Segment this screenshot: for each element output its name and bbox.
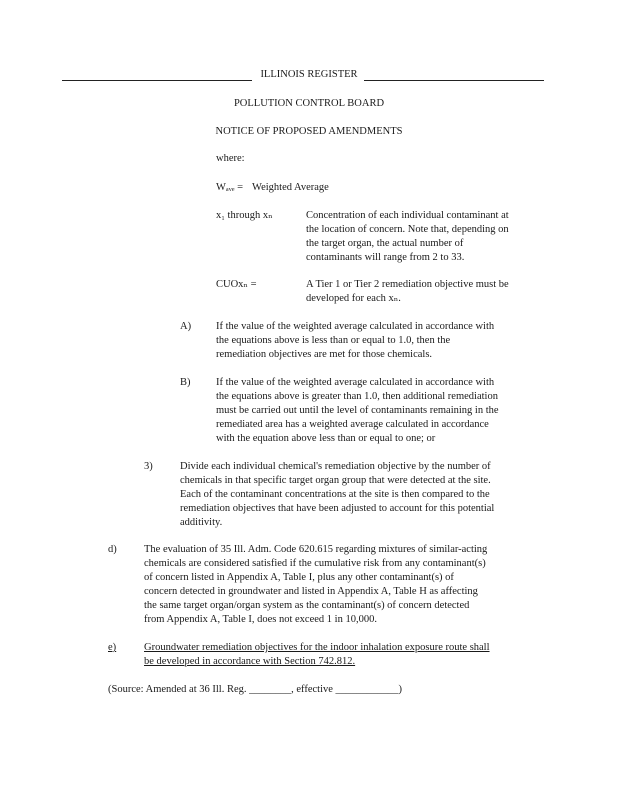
def-desc-line: the location of concern. Note that, depending on [306, 224, 509, 235]
text-line: additivity. [180, 517, 223, 528]
def-desc-x [306, 209, 509, 265]
def-desc-line: developed for each xₙ. [306, 293, 401, 304]
def-term-wave: Wₐᵥₑ = [216, 182, 244, 193]
def-term-x: x₁ through xₙ [216, 210, 273, 221]
text-line: chemicals in that specific target organ group that were detected at the site. [180, 475, 491, 486]
text-line: the equations above is less than or equal to 1.0, then the [216, 335, 451, 346]
text-line: Divide each individual chemical's remediation objective by the number of [180, 461, 491, 472]
text-line: of concern listed in Appendix A, Table I, plus any other contaminant(s) of [144, 572, 454, 583]
item-3-label: 3) [144, 461, 153, 472]
item-e-text [144, 641, 490, 669]
item-d-text [144, 543, 487, 627]
def-desc-line: the target organ, the actual number of [306, 238, 464, 249]
source-note: (Source: Amended at 36 Ill. Reg. ________, effective ____________) [108, 684, 403, 695]
def-desc-line: A Tier 1 or Tier 2 remediation objective must be [306, 279, 509, 290]
text-line: the same target organ/organ system as the contaminant(s) of concern detected [144, 600, 470, 611]
text-line: with the equation above less than or equal to one; or [216, 433, 436, 444]
def-desc-line: Concentration of each individual contaminant at [306, 210, 509, 221]
text-line: remediation objectives are met for those chemicals. [216, 349, 433, 360]
def-term-cuo: CUOxₙ = [216, 279, 257, 290]
register-title: ILLINOIS REGISTER [260, 69, 358, 80]
def-desc-cuo [306, 278, 509, 306]
text-line: must be carried out until the level of contaminants remaining in the [216, 405, 499, 416]
item-d-label: d) [108, 544, 117, 555]
text-line: remediation objectives that have been adjusted to account for this potential [180, 503, 495, 514]
text-line: chemicals are considered satisfied if the cumulative risk from any contaminant(s) [144, 558, 486, 569]
text-line: If the value of the weighted average calculated in accordance with [216, 321, 495, 332]
board-title: POLLUTION CONTROL BOARD [233, 98, 385, 109]
item-e-label: e) [108, 642, 117, 653]
text-line: Groundwater remediation objectives for the indoor inhalation exposure route shall [144, 642, 490, 653]
item-b-text [216, 376, 499, 446]
where-label: where: [216, 153, 245, 164]
text-line: concern detected in groundwater and listed in Appendix A, Table H as affecting [144, 586, 478, 597]
text-line: be developed in accordance with Section 742.812. [144, 656, 356, 667]
item-b-label: B) [180, 377, 191, 388]
def-desc-wave [252, 181, 329, 195]
item-a-text [216, 320, 494, 362]
item-a-label: A) [180, 321, 192, 332]
text-line: The evaluation of 35 Ill. Adm. Code 620.615 regarding mixtures of similar-acting [144, 544, 488, 555]
notice-title: NOTICE OF PROPOSED AMENDMENTS [215, 126, 403, 137]
text-line: remediated area has a weighted average calculated in accordance [216, 419, 489, 430]
text-line: Each of the contaminant concentrations at the site is then compared to the [180, 489, 490, 500]
def-desc-line: Weighted Average [252, 182, 329, 193]
def-desc-line: contaminants will range from 2 to 33. [306, 252, 465, 263]
item-3-text [180, 460, 494, 530]
text-line: If the value of the weighted average calculated in accordance with [216, 377, 495, 388]
text-line: the equations above is greater than 1.0, then additional remediation [216, 391, 498, 402]
text-line: from Appendix A, Table I, does not exceed 1 in 10,000. [144, 614, 377, 625]
